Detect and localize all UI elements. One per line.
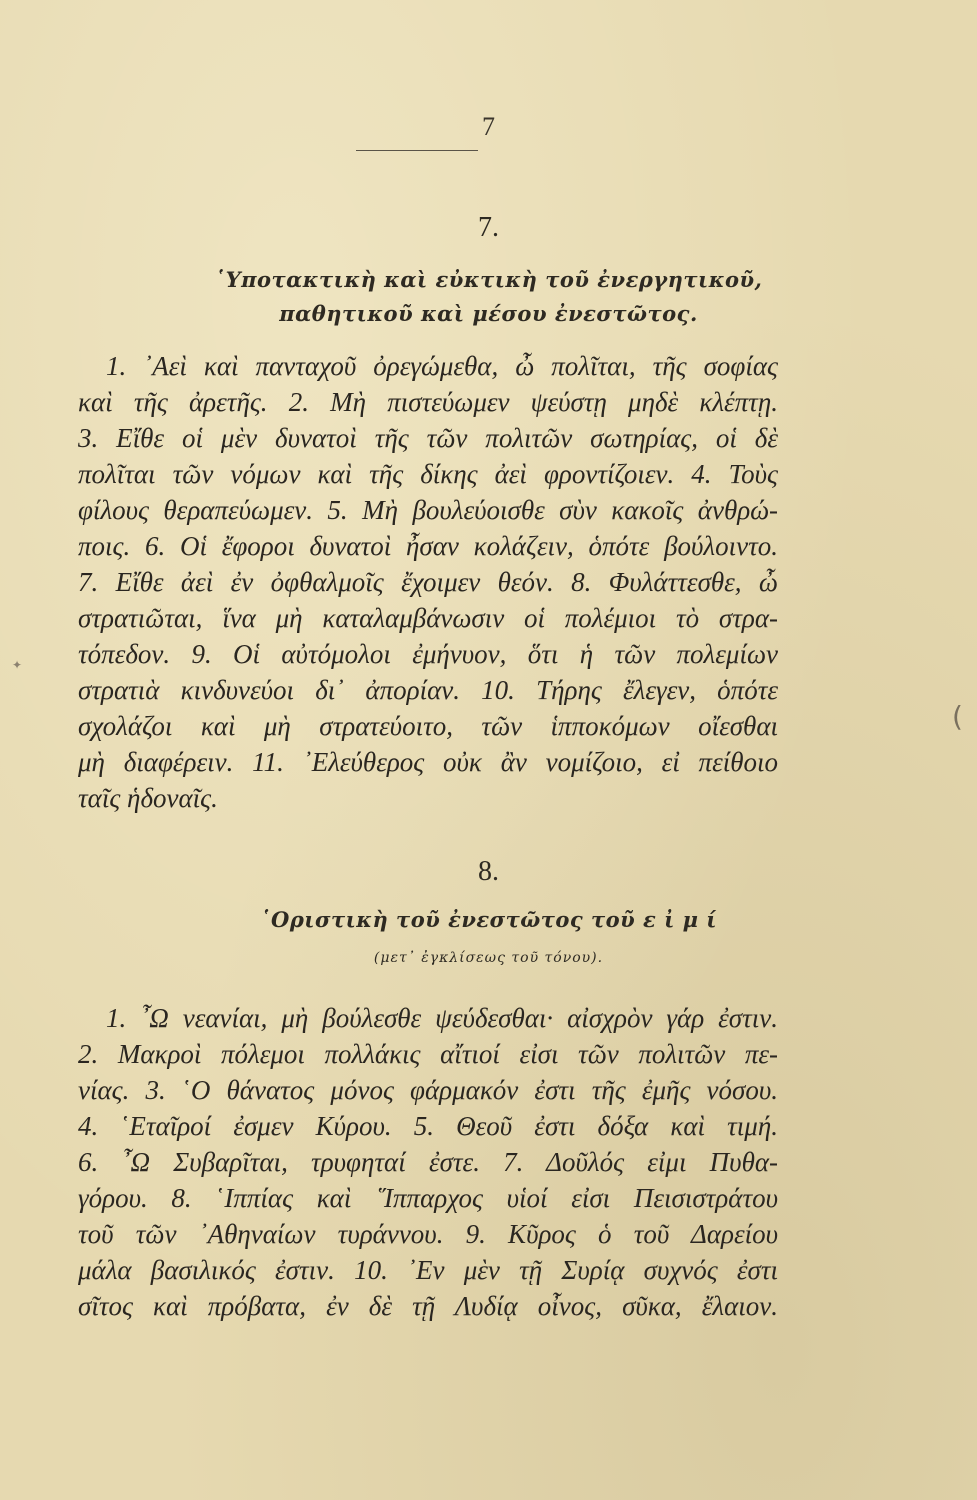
text-line: πολῖται τῶν νόμων καὶ τῆς δίκης ἀεὶ φροντίζοιεν. 4. Τοὺς — [78, 459, 778, 489]
text-line: 7. Εἴθε ἀεὶ ἐν ὀφθαλμοῖς ἔχοιμεν θεόν. 8. Φυλάττεσθε, ὦ — [78, 567, 778, 597]
section-7-heading-line-2: παθητικοῦ καὶ μέσου ἐνεστῶτος. — [279, 301, 698, 326]
text-line: καὶ τῆς ἀρετῆς. 2. Μὴ πιστεύωμεν ψεύστῃ μηδὲ κλέπτῃ. — [78, 387, 778, 417]
section-8-heading-line-1: ῾Οριστικὴ τοῦ ἐνεστῶτος τοῦ ε ἰ μ ί — [260, 907, 717, 932]
text-line: σῖτος καὶ πρόβατα, ἐν δὲ τῇ Λυδίᾳ οἶνος, σῦκα, ἔλαιον. — [78, 1291, 778, 1321]
text-line: στρατιὰ κινδυνεύοι δι᾿ ἀπορίαν. 10. Τήρης ἔλεγεν, ὁπότε — [78, 675, 778, 705]
text-line: 6. ῏Ω Συβαρῖται, τρυφηταί ἐστε. 7. Δοῦλός εἰμι Πυθα- — [78, 1147, 778, 1177]
margin-pencil-mark: ( — [952, 700, 963, 733]
text-line: 1. ᾿Αεὶ καὶ πανταχοῦ ὀρεγώμεθα, ὦ πολῖται, τῆς σοφίας — [106, 351, 778, 381]
text-line: νίας. 3. ῾Ο θάνατος μόνος φάρμακόν ἐστι τῆς ἐμῆς νόσου. — [78, 1075, 778, 1105]
section-8-paragraph — [78, 1000, 778, 1324]
text-line: 1. ῏Ω νεανίαι, μὴ βούλεσθε ψεύδεσθαι· αἰσχρὸν γάρ ἐστιν. — [106, 1003, 778, 1033]
margin-speck: ✦ — [12, 658, 23, 672]
section-8-heading-line-2: (μετ᾿ ἐγκλίσεως τοῦ τόνου). — [373, 950, 604, 966]
text-line: τόπεδον. 9. Οἱ αὐτόμολοι ἐμήνυον, ὅτι ἡ τῶν πολεμίων — [78, 639, 778, 669]
text-line: ταῖς ἡδοναῖς. — [78, 783, 218, 813]
text-line: 2. Μακροὶ πόλεμοι πολλάκις αἴτιοί εἰσι τῶν πολιτῶν πε- — [78, 1039, 778, 1069]
section-7-paragraph — [78, 348, 778, 816]
section-8-number: 8. — [478, 856, 499, 887]
text-line: τοῦ τῶν ᾿Αθηναίων τυράννου. 9. Κῦρος ὁ τοῦ Δαρείου — [78, 1219, 778, 1249]
text-line: 3. Εἴθε οἱ μὲν δυνατοὶ τῆς τῶν πολιτῶν σωτηρίας, οἱ δὲ — [78, 423, 778, 453]
text-line: μάλα βασιλικός ἐστιν. 10. ᾿Εν μὲν τῇ Συρίᾳ συχνός ἐστι — [78, 1255, 778, 1285]
section-7-heading-line-1: ῾Υποτακτικὴ καὶ εὐκτικὴ τοῦ ἐνεργητικοῦ, — [214, 267, 763, 292]
text-line: στρατιῶται, ἵνα μὴ καταλαμβάνωσιν οἱ πολέμιοι τὸ στρα- — [78, 603, 778, 633]
text-line: μὴ διαφέρειν. 11. ᾿Ελεύθερος οὐκ ἂν νομίζοιο, εἰ πείθοιο — [78, 747, 778, 777]
text-line: φίλους θεραπεύωμεν. 5. Μὴ βουλεύοισθε σὺν κακοῖς ἀνθρώ- — [78, 495, 778, 525]
page-number-rule — [356, 150, 478, 151]
page-number: 7 — [482, 112, 495, 141]
text-line: 4. ῾Εταῖροί ἐσμεν Κύρου. 5. Θεοῦ ἐστι δόξα καὶ τιμή. — [78, 1111, 778, 1141]
text-line: γόρου. 8. ῾Ιππίας καὶ ῞Ιππαρχος υἱοί εἰσι Πεισιστράτου — [78, 1183, 778, 1213]
text-line: σχολάζοι καὶ μὴ στρατεύοιτο, τῶν ἱπποκόμων οἴεσθαι — [78, 711, 778, 741]
section-7-number: 7. — [478, 212, 499, 243]
text-line: ποις. 6. Οἱ ἔφοροι δυνατοὶ ἦσαν κολάζειν, ὁπότε βούλοιντο. — [78, 531, 778, 561]
